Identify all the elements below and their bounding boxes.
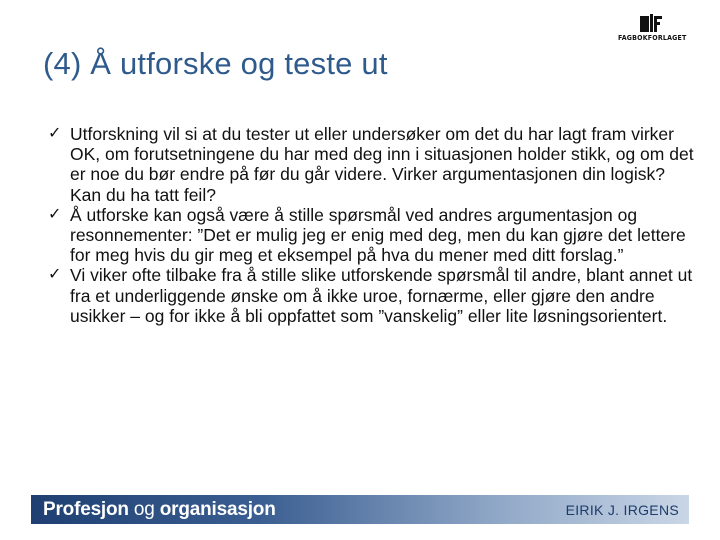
slide-title: (4) Å utforske og teste ut xyxy=(43,46,388,81)
logo-text: FAGBOKFORLAGET xyxy=(618,34,687,42)
bullet-text: Vi viker ofte tilbake fra å stille slike utforskende spørsmål til andre, blant annet ut fra et underliggende ønske om å ikke uroe, fornærme, eller gjøre den andre usikker – og for ikke å bli oppfattet som ”vanskelig” eller lite løsningsorientert. xyxy=(70,265,693,326)
checkmark-icon: ✓ xyxy=(48,266,62,284)
checkmark-icon: ✓ xyxy=(48,125,62,142)
bullet-item xyxy=(48,124,698,205)
publisher-logo xyxy=(618,14,688,50)
book-logo-icon xyxy=(640,14,662,32)
book-title-part: organisasjon xyxy=(159,499,276,520)
author-name: EIRIK J. IRGENS xyxy=(565,502,679,518)
checkmark-icon: ✓ xyxy=(48,205,62,223)
bullet-text: Å utforske kan også være å stille spørsmål ved andres argumentasjon og resonnementer: ”Det er mulig jeg er enig med deg, men du kan gjøre det lettere for meg hvis du gir meg et eksempel på hva du mener med ditt forslag.” xyxy=(70,204,686,266)
book-title-part: Profesjon xyxy=(43,499,129,520)
bullet-item xyxy=(48,205,698,266)
bullet-list xyxy=(48,124,698,326)
bullet-item xyxy=(48,265,698,326)
footer-bar xyxy=(31,495,689,524)
book-title-part: og xyxy=(133,499,155,520)
bullet-text: Utforskning vil si at du tester ut eller undersøker om det du har lagt fram virker OK, om forutsetningene du har med deg inn i situasjonen holder stikk, og om det er noe du bør endre på før du går videre. Virker argumentasjonen din logisk? Kan du ha tatt feil? xyxy=(70,124,694,205)
book-title xyxy=(43,499,276,521)
